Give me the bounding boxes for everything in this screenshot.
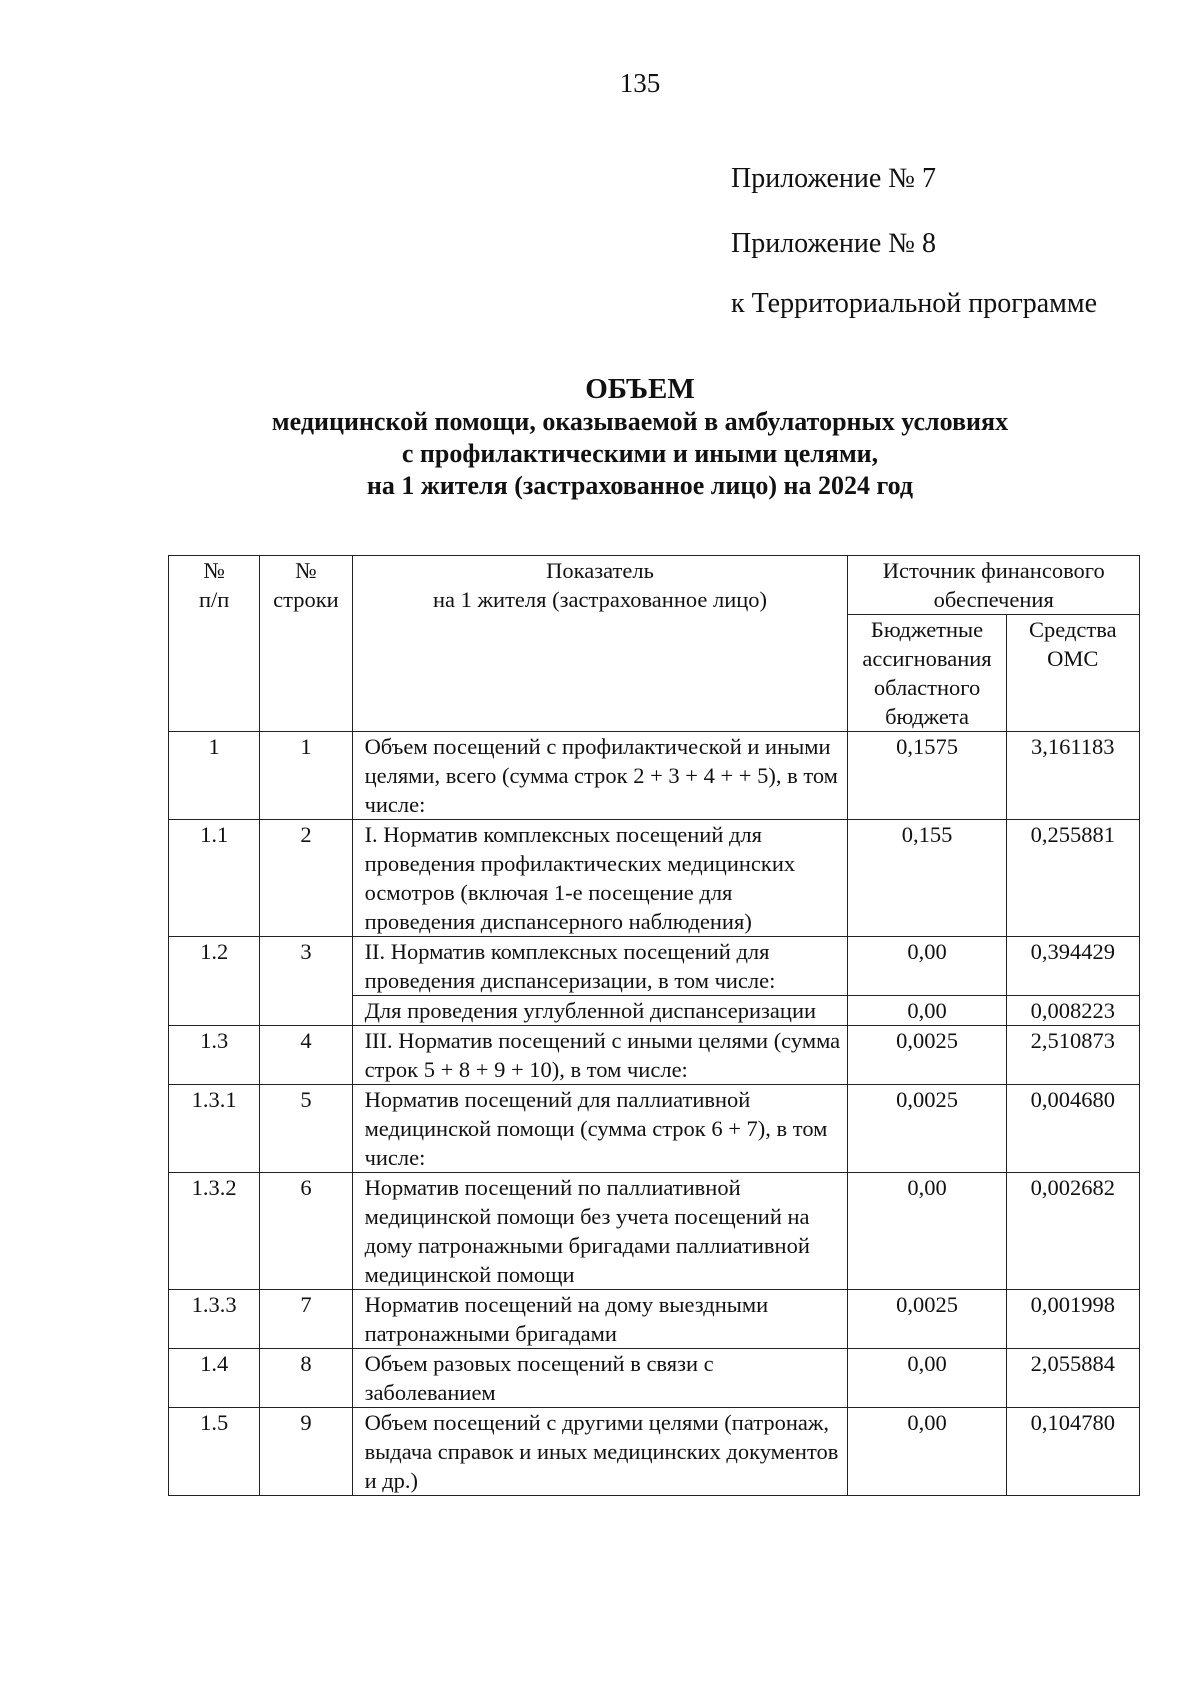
appendix-line-1: Приложение № 7 <box>731 163 936 194</box>
cell-oms: 3,161183 <box>1006 732 1139 820</box>
cell-budget: 0,0025 <box>848 1290 1006 1349</box>
cell-budget: 0,00 <box>848 1173 1006 1290</box>
table-body <box>169 556 1140 1496</box>
header-row-b: строки <box>273 587 339 612</box>
header-indicator-a: Показатель <box>546 558 654 583</box>
cell-indicator: Норматив посещений по паллиативной медицинской помощи без учета посещений на дому патронажными бригадами паллиативной медицинской помощи <box>352 1173 848 1290</box>
header-budget-b: ассигнования <box>862 646 992 671</box>
header-oms-a: Средства <box>1029 617 1117 642</box>
cell-num: 1.3.1 <box>169 1085 260 1173</box>
cell-indicator: Объем посещений с профилактической и иными целями, всего (сумма строк 2 + 3 + 4 + + 5), в том числе: <box>352 732 848 820</box>
cell-oms: 0,394429 <box>1006 937 1139 996</box>
cell-row: 4 <box>260 1026 352 1085</box>
header-num-b: п/п <box>199 587 230 612</box>
cell-row: 9 <box>260 1408 352 1496</box>
title-line-1: медицинской помощи, оказываемой в амбулаторных условиях <box>271 407 1009 436</box>
cell-oms: 0,001998 <box>1006 1290 1139 1349</box>
header-row-number <box>260 556 352 732</box>
cell-num: 1.1 <box>169 820 260 937</box>
title-main: ОБЪЕМ <box>585 373 695 405</box>
cell-indicator: Для проведения углубленной диспансеризации <box>352 996 848 1026</box>
cell-budget: 0,00 <box>848 1349 1006 1408</box>
cell-oms: 0,104780 <box>1006 1408 1139 1496</box>
cell-num: 1.2 <box>169 937 260 1026</box>
cell-indicator: Объем посещений с другими целями (патронаж, выдача справок и иных медицинских документов и др.) <box>352 1408 848 1496</box>
cell-num: 1.5 <box>169 1408 260 1496</box>
cell-num: 1 <box>169 732 260 820</box>
cell-num: 1.3.3 <box>169 1290 260 1349</box>
title-line-2: с профилактическими и иными целями, <box>401 439 879 468</box>
cell-row: 3 <box>260 937 352 1026</box>
header-num-a: № <box>203 558 225 583</box>
cell-indicator: I. Норматив комплексных посещений для проведения профилактических медицинских осмотров (включая 1-е посещение для проведения диспансерного наблюдения) <box>352 820 848 937</box>
table-row <box>169 732 1140 820</box>
cell-num: 1.4 <box>169 1349 260 1408</box>
header-row-a: № <box>295 558 317 583</box>
cell-budget: 0,155 <box>848 820 1006 937</box>
title-line-3: на 1 жителя (застрахованное лицо) на 2024 год <box>366 471 914 500</box>
header-source-a: Источник финансового <box>882 558 1105 583</box>
table-row <box>169 1349 1140 1408</box>
cell-num: 1.3 <box>169 1026 260 1085</box>
cell-oms: 0,255881 <box>1006 820 1139 937</box>
header-row-1 <box>169 556 1140 615</box>
cell-oms: 0,004680 <box>1006 1085 1139 1173</box>
header-num <box>169 556 260 732</box>
volume-table <box>168 555 1140 1496</box>
header-source-b: обеспечения <box>933 587 1054 612</box>
header-budget-a: Бюджетные <box>870 617 984 642</box>
header-source <box>848 556 1140 615</box>
cell-budget: 0,0025 <box>848 1026 1006 1085</box>
cell-indicator: Норматив посещений на дому выездными патронажными бригадами <box>352 1290 848 1349</box>
cell-row: 2 <box>260 820 352 937</box>
appendix-line-2: Приложение № 8 <box>731 228 936 259</box>
cell-budget: 0,0025 <box>848 1085 1006 1173</box>
cell-oms: 2,510873 <box>1006 1026 1139 1085</box>
cell-indicator: III. Норматив посещений с иными целями (сумма строк 5 + 8 + 9 + 10), в том числе: <box>352 1026 848 1085</box>
cell-budget: 0,00 <box>848 1408 1006 1496</box>
header-indicator-b: на 1 жителя (застрахованное лицо) <box>432 587 768 612</box>
appendix-line-3: к Территориальной программе <box>731 288 1098 319</box>
cell-row: 6 <box>260 1173 352 1290</box>
cell-indicator: II. Норматив комплексных посещений для проведения диспансеризации, в том числе: <box>352 937 848 996</box>
table-row <box>169 1290 1140 1349</box>
header-indicator <box>352 556 848 732</box>
table-row <box>169 820 1140 937</box>
table-row <box>169 937 1140 996</box>
cell-indicator: Норматив посещений для паллиативной медицинской помощи (сумма строк 6 + 7), в том числе: <box>352 1085 848 1173</box>
header-oms <box>1006 615 1139 732</box>
header-budget-c: областного <box>873 675 981 700</box>
cell-oms: 0,002682 <box>1006 1173 1139 1290</box>
table-row <box>169 1408 1140 1496</box>
cell-budget: 0,00 <box>848 996 1006 1026</box>
cell-oms: 2,055884 <box>1006 1349 1139 1408</box>
cell-row: 1 <box>260 732 352 820</box>
cell-row: 7 <box>260 1290 352 1349</box>
cell-row: 8 <box>260 1349 352 1408</box>
cell-num: 1.3.2 <box>169 1173 260 1290</box>
header-budget <box>848 615 1006 732</box>
page-number: 135 <box>619 68 661 98</box>
table-row <box>169 1026 1140 1085</box>
table-row <box>169 1173 1140 1290</box>
header-budget-d: бюджета <box>885 704 969 729</box>
cell-row: 5 <box>260 1085 352 1173</box>
table-row <box>169 1085 1140 1173</box>
cell-oms: 0,008223 <box>1006 996 1139 1026</box>
header-oms-b: ОМС <box>1047 646 1099 671</box>
cell-indicator: Объем разовых посещений в связи с заболеванием <box>352 1349 848 1408</box>
document-title <box>0 372 1200 502</box>
cell-budget: 0,00 <box>848 937 1006 996</box>
cell-budget: 0,1575 <box>848 732 1006 820</box>
